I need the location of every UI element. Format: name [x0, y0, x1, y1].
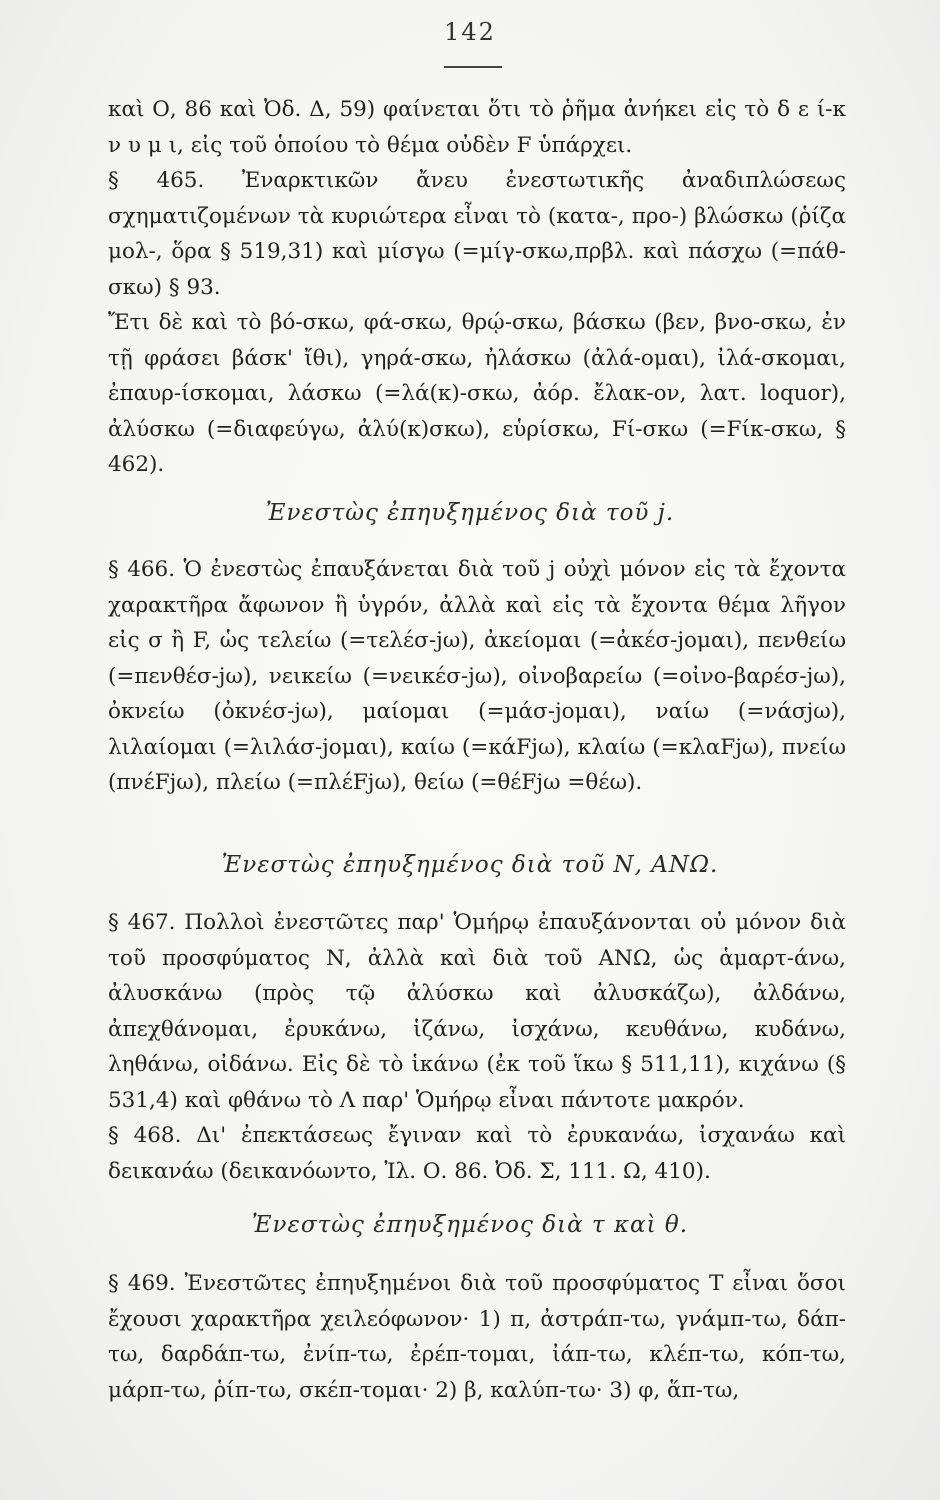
- section-467-text: § 467. Πολλοὶ ἐνεστῶτες παρ' Ὁμήρῳ ἐπαυξάνονται οὐ μόνον διὰ τοῦ προσφύματος Ν, ἀλλὰ καὶ διὰ τοῦ ΑΝΩ, ὡς ἁμαρτ-άνω, ἀλυσκάνω (πρὸς τῷ ἀλύσκω καὶ ἀλυσκάζω), ἀλδάνω, ἀπεχθάνομαι, ἐρυκάνω, ἱζάνω, ἰσχάνω, κευθάνω, κυδάνω, ληθάνω, οἰδάνω. Εἰς δὲ τὸ ἱκάνω (ἐκ τοῦ ἵκω § 511,11), κιχάνω (§ 531,4) καὶ φθάνω τὸ Λ παρ' Ὁμήρῳ εἶναι πάντοτε μακρόν.: [108, 910, 846, 1113]
- section-465-continued-text: Ἔτι δὲ καὶ τὸ βό-σκω, φά-σκω, θρῴ-σκω, βάσκω (βεν, βνο-σκω, ἐν τῇ φράσει βάσκ' ἴθι), γηρά-σκω, ἠλάσκω (ἀλά-ομαι), ἰλά-σκομαι, ἐπαυρ-ίσκομαι, λάσκω (=λά(κ)-σκω, ἀόρ. ἔλακ-ον, λατ. loquor), ἀλύσκω (=διαφεύγω, ἀλύ(κ)σκω), εὑρίσκω, Fί-σκω (=Fίκ-σκω, § 462).: [108, 310, 846, 477]
- section-466: [108, 552, 846, 801]
- section-465-text: § 465. Ἐναρκτικῶν ἄνευ ἐνεστωτικῆς ἀναδιπλώσεως σχηματιζομένων τὰ κυριώτερα εἶναι τὸ (κατα-, προ-) βλώσκω (ῥίζα μολ-, ὅρα § 519,31) καὶ μίσγω (=μίγ-σκω,πρβλ. καὶ πάσχω (=πάθ-σκω) § 93.: [108, 168, 846, 300]
- page-number-rule: [444, 66, 502, 68]
- section-466-text: § 466. Ὁ ἐνεστὼς ἐπαυξάνεται διὰ τοῦ j οὐχὶ μόνον εἰς τὰ ἔχοντα χαρακτῆρα ἄφωνον ἢ ὑγρόν, ἀλλὰ καὶ εἰς τὰ ἔχοντα θέμα λῆγον εἰς σ ἢ F, ὡς τελείω (=τελέσ-jω), ἀκείομαι (=ἀκέσ-jομαι), πενθείω (=πενθέσ-jω), νεικείω (=νεικέσ-jω), οἰνοβαρείω (=οἰνο-βαρέσ-jω), ὀκνείω (ὀκνέσ-jω), μαίομαι (=μάσ-jομαι), ναίω (=νάσjω), λιλαίομαι (=λιλάσ-jομαι), καίω (=κάFjω), κλαίω (=κλαFjω), πνείω (πνέFjω), πλείω (=πλέFjω), θείω (=θέFjω =θέω).: [108, 557, 846, 795]
- section-468-text: § 468. Δι' ἐπεκτάσεως ἔγιναν καὶ τὸ ἐρυκανάω, ἰσχανάω καὶ δεικανάω (δεικανόωντο, Ἰλ. Ο. 86. Ὀδ. Σ, 111. Ω, 410).: [108, 1123, 846, 1184]
- page-number: 142: [444, 18, 496, 46]
- section-465-continued: [108, 305, 846, 483]
- heading-j: Ἐνεστὼς ἐπηυξημένος διὰ τοῦ j.: [265, 500, 675, 526]
- section-465: [108, 163, 846, 305]
- intro-paragraph: [108, 92, 846, 163]
- section-467: [108, 905, 846, 1118]
- heading-t-th: Ἐνεστὼς ἐπηυξημένος διὰ τ καὶ θ.: [251, 1212, 689, 1238]
- heading-n-ano: Ἐνεστὼς ἐπηυξημένος διὰ τοῦ Ν, ΑΝΩ.: [221, 852, 719, 878]
- section-468: [108, 1118, 846, 1189]
- intro-text: καὶ Ο, 86 καὶ Ὀδ. Δ, 59) φαίνεται ὅτι τὸ ῥῆμα ἀνήκει εἰς τὸ δ ε ί-κ ν υ μ ι, εἰς τοῦ ὁποίου τὸ θέμα οὐδὲν F ὑπάρχει.: [108, 97, 846, 158]
- section-469: [108, 1266, 846, 1408]
- section-469-text: § 469. Ἐνεστῶτες ἐπηυξημένοι διὰ τοῦ προσφύματος Τ εἶναι ὅσοι ἔχουσι χαρακτῆρα χειλεόφωνον· 1) π, ἀστράπ-τω, γνάμπ-τω, δάπ-τω, δαρδάπ-τω, ἐνίπ-τω, ἐρέπ-τομαι, ἰάπ-τω, κλέπ-τω, κόπ-τω, μάρπ-τω, ῥίπ-τω, σκέπ-τομαι· 2) β, καλύπ-τω· 3) φ, ἅπ-τω,: [108, 1271, 846, 1403]
